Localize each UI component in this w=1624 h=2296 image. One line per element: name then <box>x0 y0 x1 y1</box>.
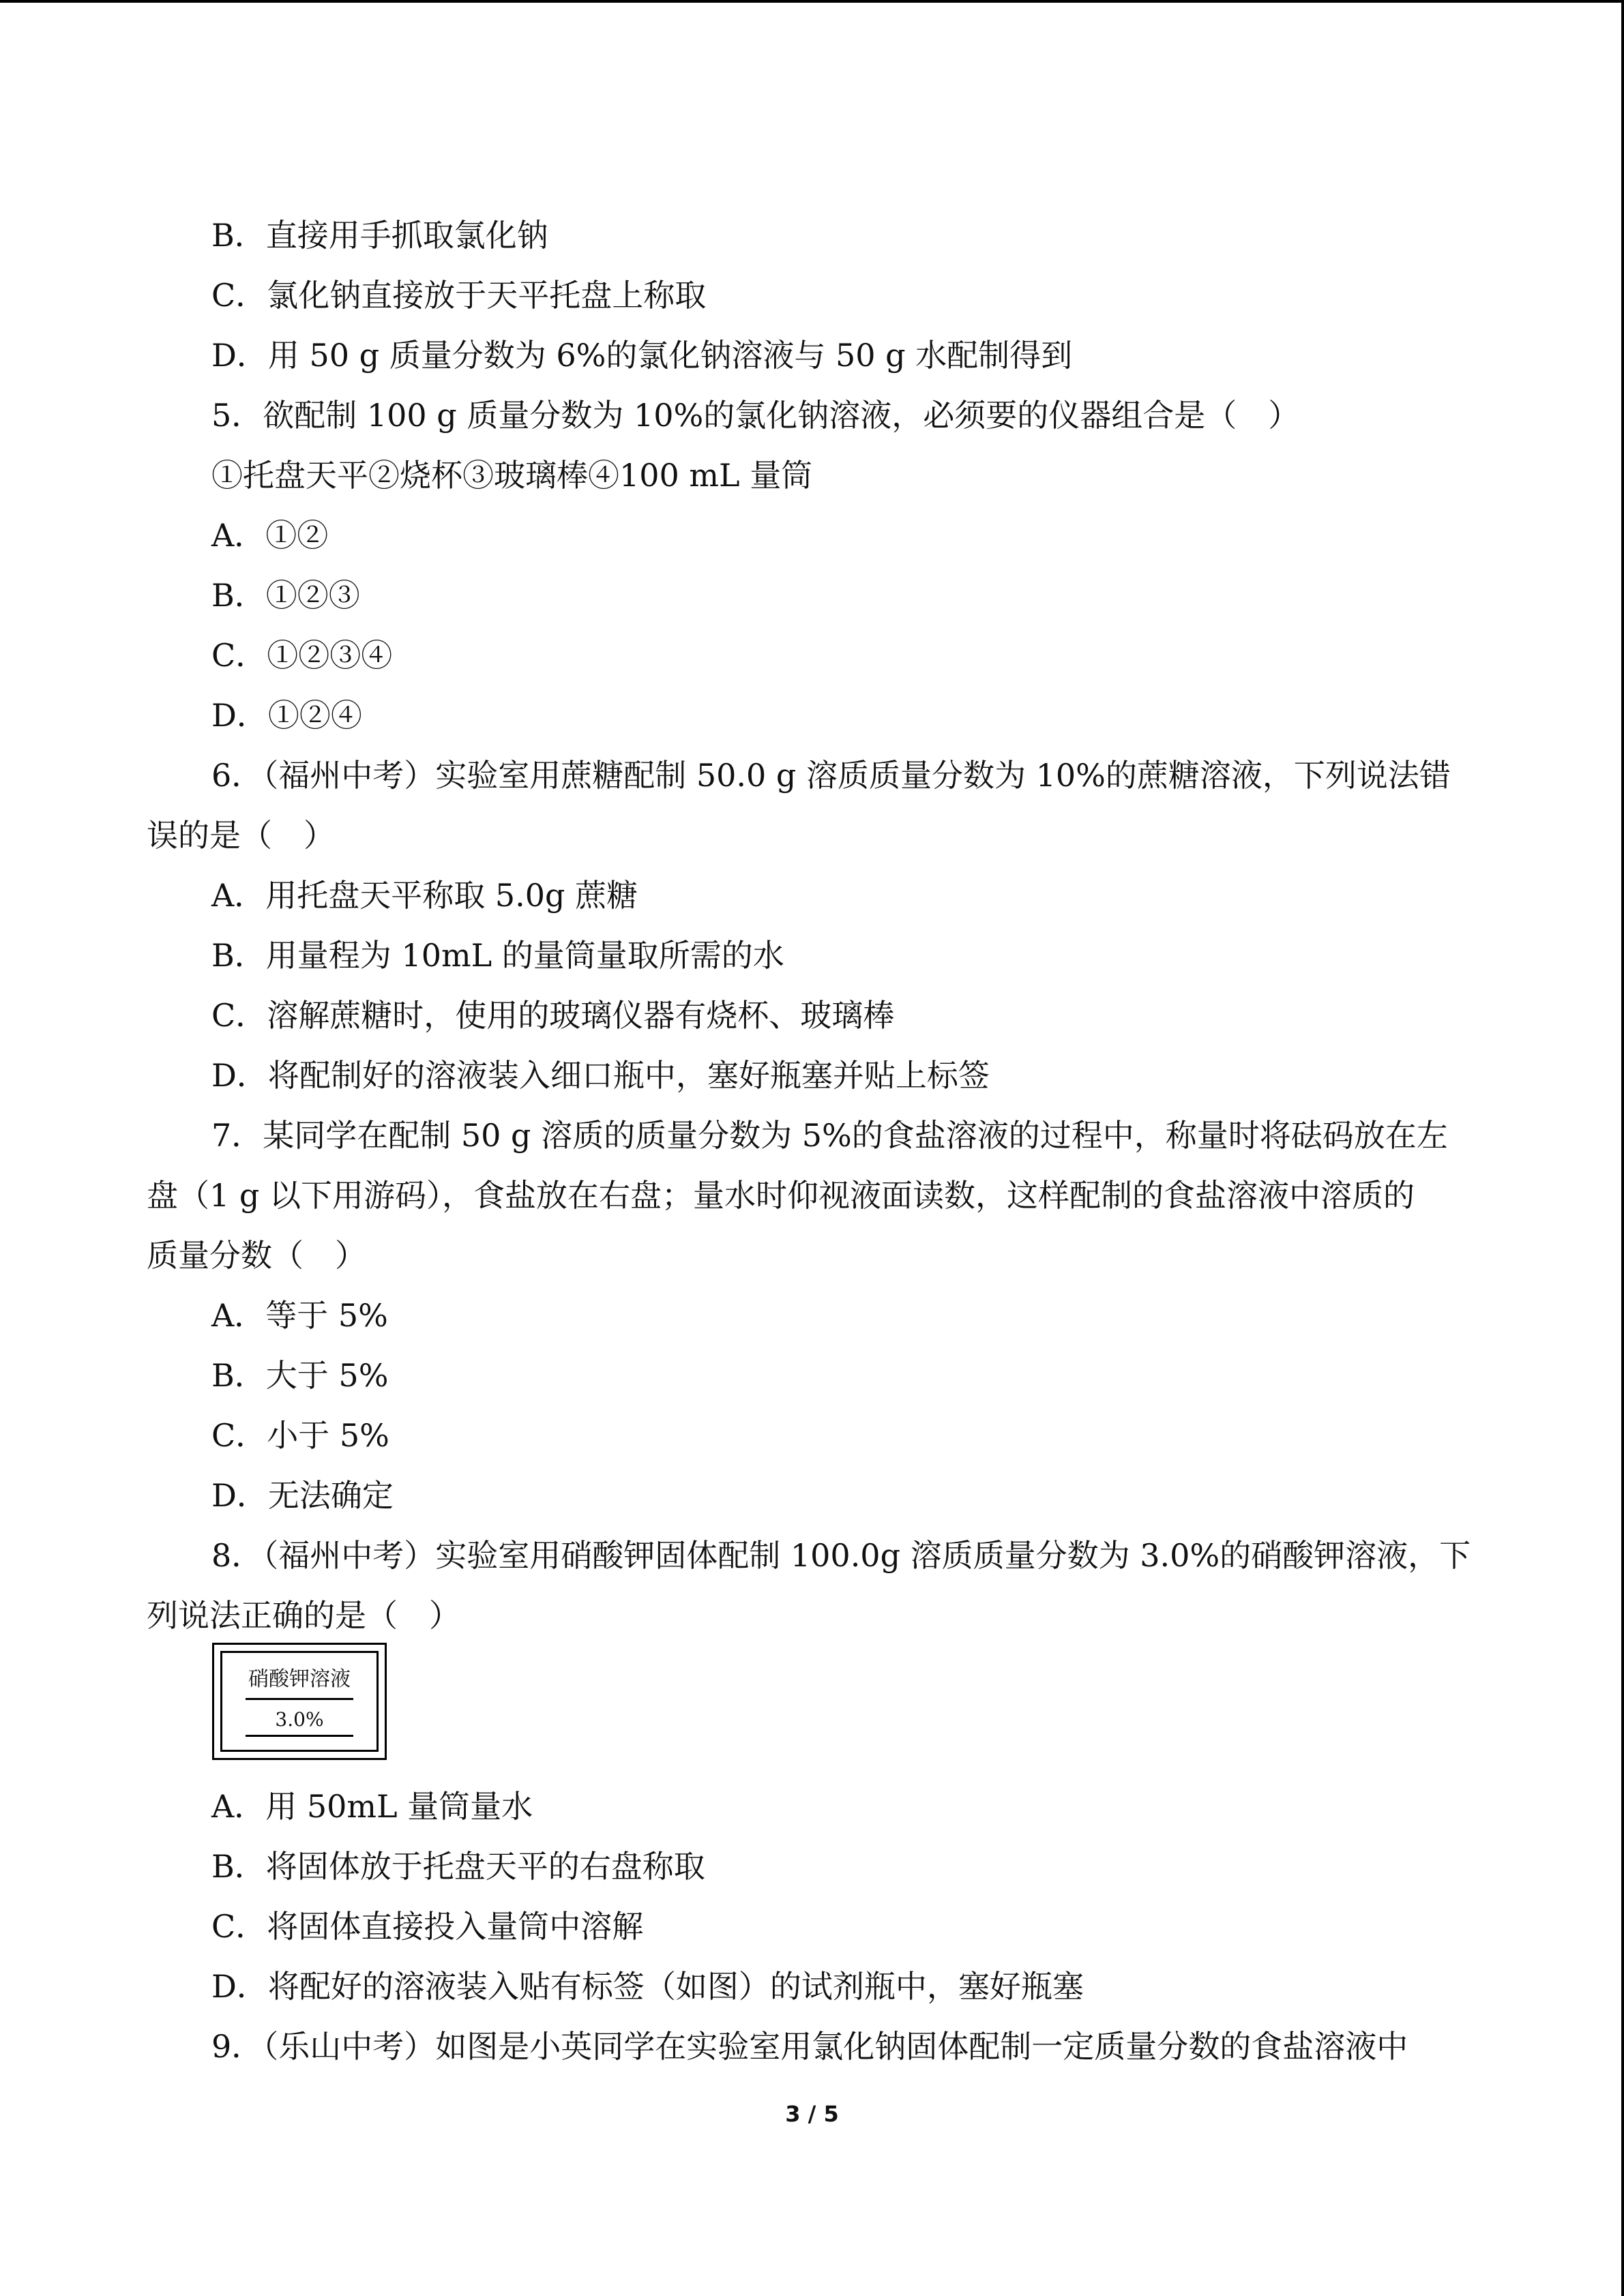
q5-stem: 5．欲配制 100 g 质量分数为 10%的氯化钠溶液，必须要的仪器组合是（ ） <box>211 397 1300 434</box>
q4-option-b: B．直接用手抓取氯化钠 <box>211 217 548 254</box>
q7-option-d: D．无法确定 <box>211 1477 394 1514</box>
q5-option-b: B．①②③ <box>211 577 360 614</box>
q6-stem-line2: 误的是（ ） <box>147 817 335 854</box>
q6-stem-line1: 6．（福州中考）实验室用蔗糖配制 50.0 g 溶质质量分数为 10%的蔗糖溶液，下列说法错 <box>211 757 1451 794</box>
q7-stem-line2: 盘（1 g 以下用游码），食盐放在右盘；量水时仰视液面读数，这样配制的食盐溶液中溶质的 <box>147 1177 1415 1214</box>
q7-stem-line3: 质量分数（ ） <box>147 1237 366 1274</box>
reagent-label-title: 硝酸钾溶液 <box>248 1667 351 1691</box>
q8-option-d: D．将配好的溶液装入贴有标签（如图）的试剂瓶中，塞好瓶塞 <box>211 1968 1084 2005</box>
q8-option-a: A．用 50mL 量筒量水 <box>211 1788 533 1825</box>
q6-option-d: D．将配制好的溶液装入细口瓶中，塞好瓶塞并贴上标签 <box>211 1057 990 1094</box>
reagent-label-concentration: 3.0% <box>275 1708 324 1731</box>
q5-option-d: D．①②④ <box>211 697 362 734</box>
q5-instrument-list: ①托盘天平②烧杯③玻璃棒④100 mL 量筒 <box>211 457 813 494</box>
q4-option-c: C．氯化钠直接放于天平托盘上称取 <box>211 277 707 314</box>
q5-option-a: A．①② <box>211 517 329 554</box>
q8-stem-line2: 列说法正确的是（ ） <box>147 1597 460 1634</box>
q5-option-c: C．①②③④ <box>211 637 393 674</box>
q8-option-b: B．将固体放于托盘天平的右盘称取 <box>211 1848 705 1885</box>
reagent-label-figure <box>212 1643 387 1760</box>
q8-option-c: C．将固体直接投入量筒中溶解 <box>211 1908 644 1945</box>
q6-option-a: A．用托盘天平称取 5.0g 蔗糖 <box>211 877 638 914</box>
q6-option-c: C．溶解蔗糖时，使用的玻璃仪器有烧杯、玻璃棒 <box>211 997 895 1034</box>
q6-option-b: B．用量程为 10mL 的量筒量取所需的水 <box>211 937 784 974</box>
reagent-label-underline <box>246 1735 353 1737</box>
q7-option-b: B．大于 5% <box>211 1357 389 1394</box>
q7-stem-line1: 7．某同学在配制 50 g 溶质的质量分数为 5%的食盐溶液的过程中，称量时将砝码放在左 <box>211 1117 1448 1154</box>
q7-option-a: A．等于 5% <box>211 1297 388 1334</box>
page-number: 3 / 5 <box>785 2101 839 2127</box>
reagent-label-divider <box>246 1698 353 1700</box>
reagent-label-inner-border <box>220 1651 379 1752</box>
q9-stem-line1: 9．（乐山中考）如图是小英同学在实验室用氯化钠固体配制一定质量分数的食盐溶液中 <box>211 2028 1408 2065</box>
q7-option-c: C．小于 5% <box>211 1417 389 1454</box>
q8-stem-line1: 8．（福州中考）实验室用硝酸钾固体配制 100.0g 溶质质量分数为 3.0%的硝酸钾溶液，下 <box>211 1537 1471 1574</box>
q4-option-d: D．用 50 g 质量分数为 6%的氯化钠溶液与 50 g 水配制得到 <box>211 337 1073 374</box>
